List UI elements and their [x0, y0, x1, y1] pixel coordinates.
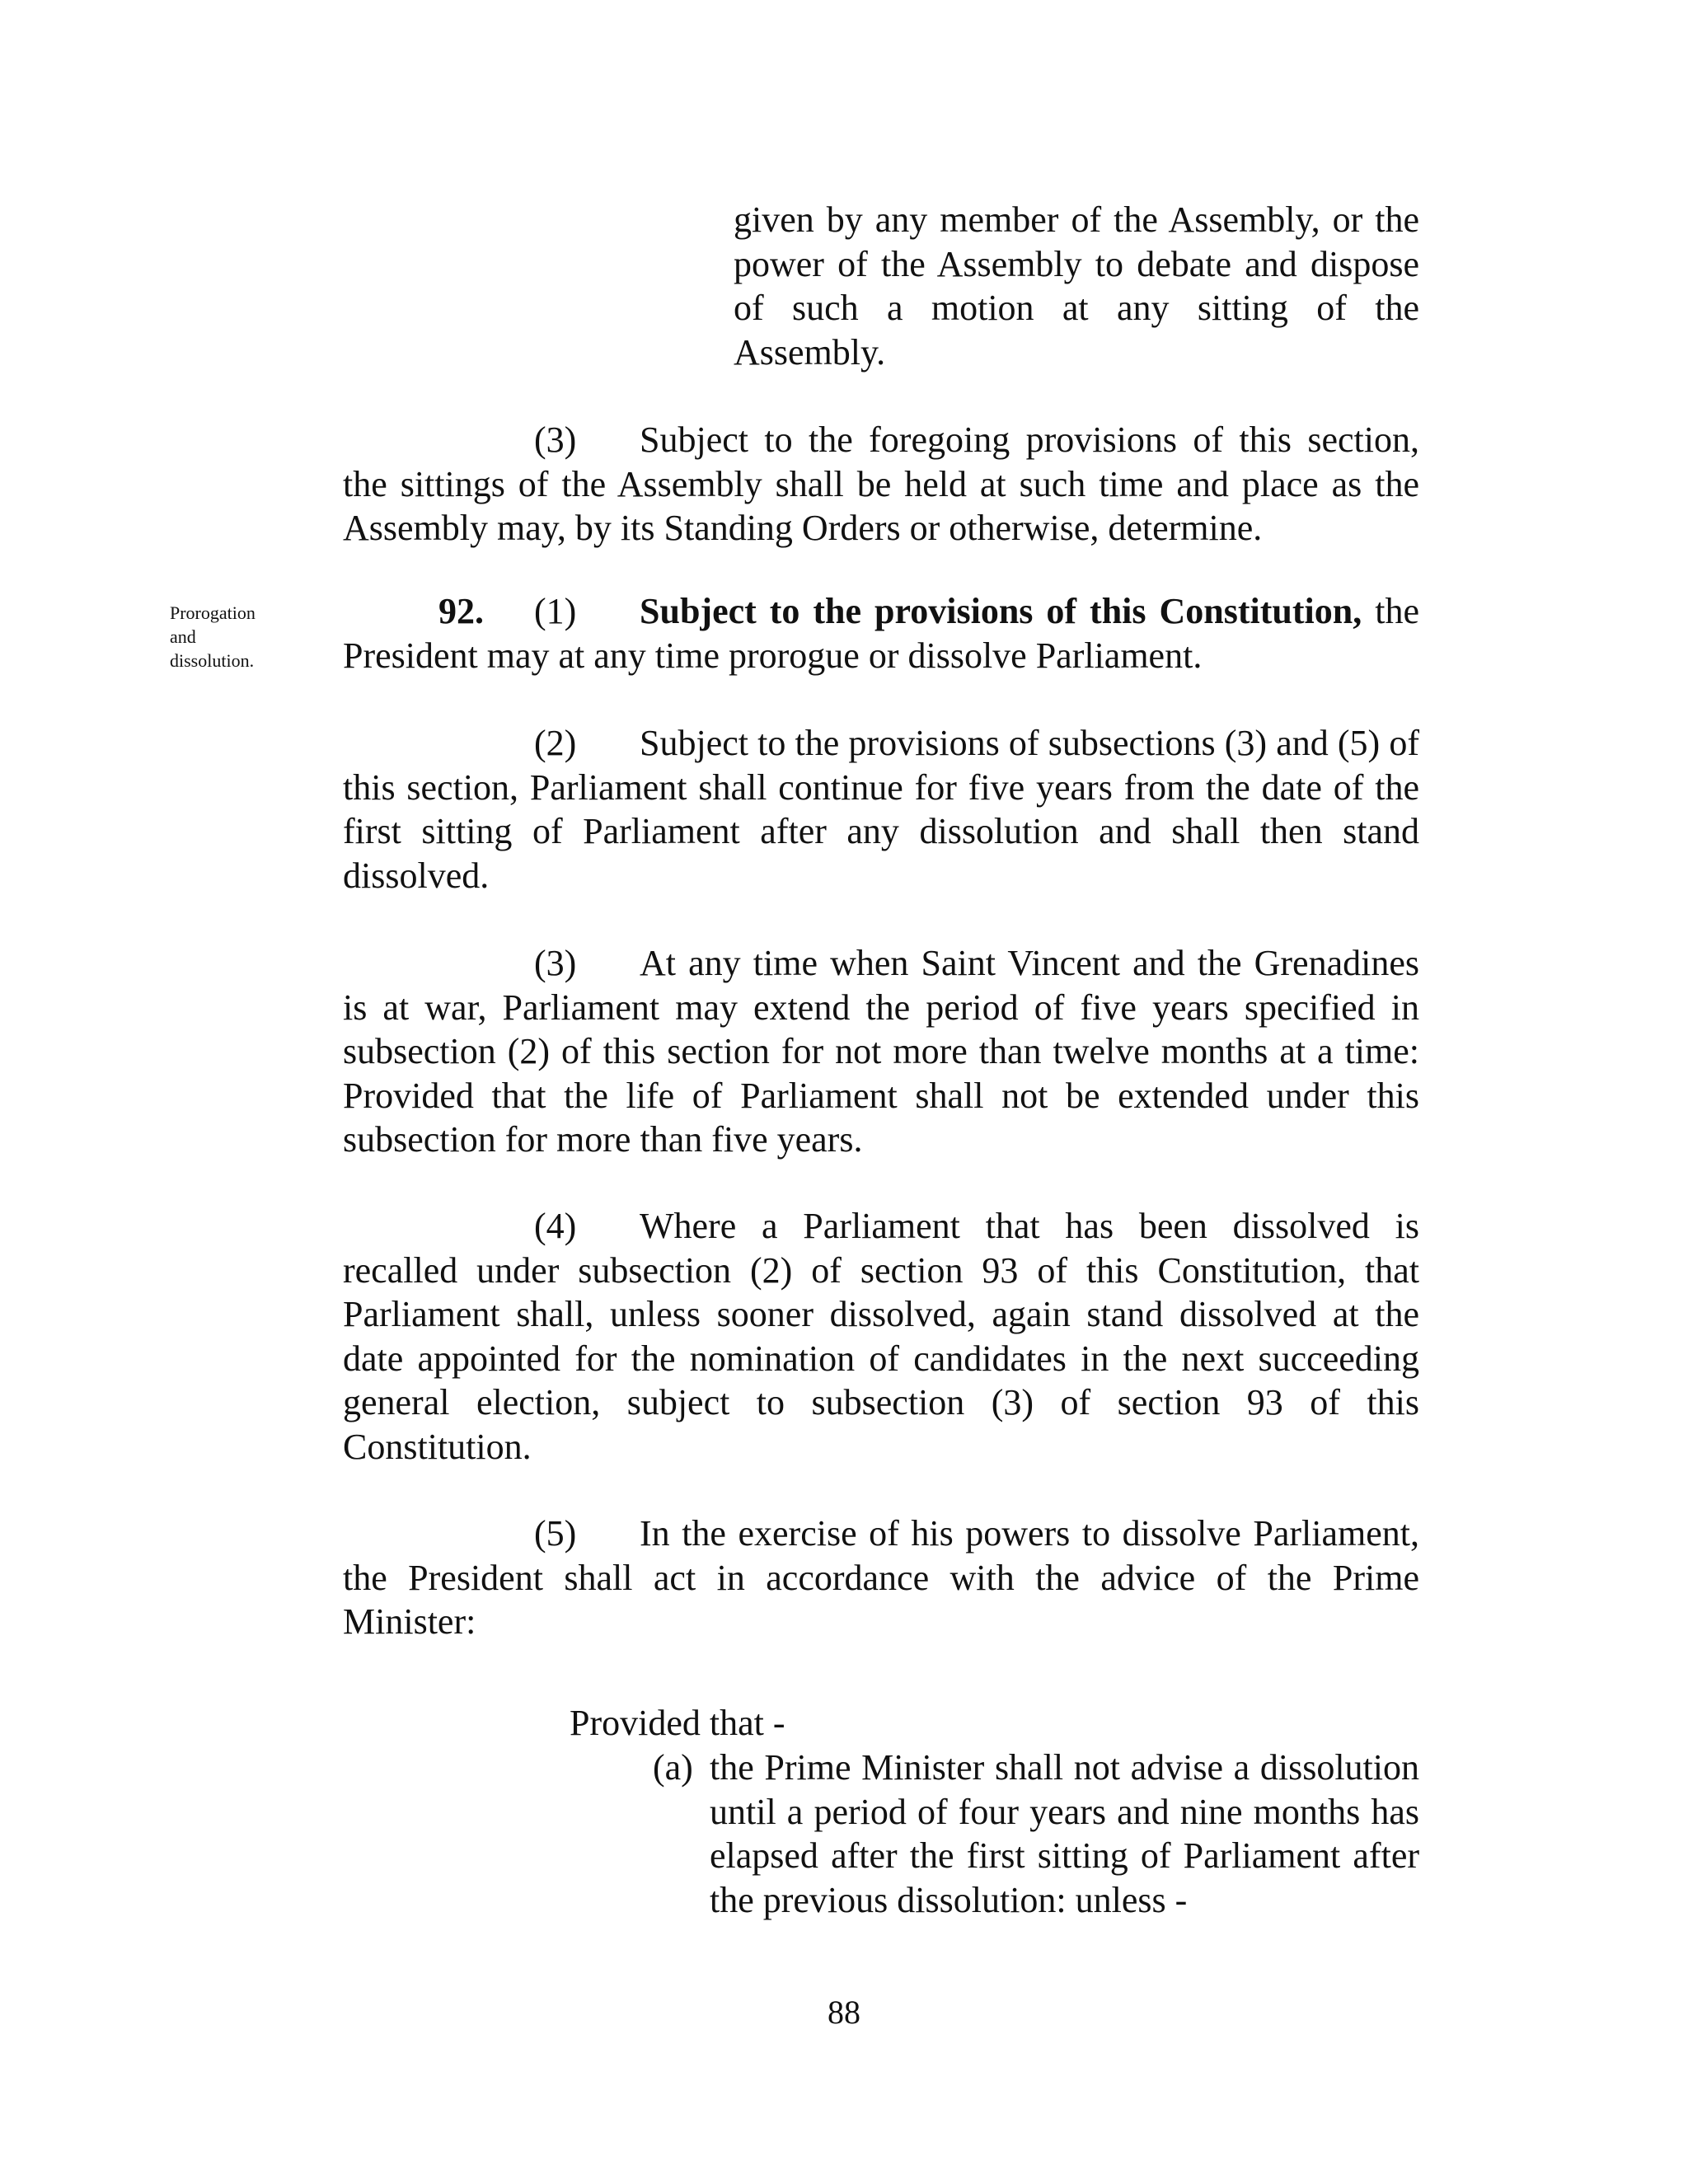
subsection-number: (5): [534, 1513, 577, 1554]
section-number: 92.: [438, 591, 484, 631]
subsection-number: (3): [534, 419, 577, 460]
subsection-number: (4): [534, 1206, 577, 1246]
continuation-text: given by any member of the Assembly, or the power of the Assembly to debate and dispose of such a motion at any sitting of the Assembly.: [734, 199, 1419, 373]
subsection-text: Subject to the provisions of subsections (3) and (5) of this section, Parliament shall continue for five years from the date of the first sitting of Parliament after any dissolution and shall then stand dissolved.: [343, 723, 1419, 896]
proviso-a-body: the Prime Minister shall not advise a dissolution until a period of four years and nine months has elapsed after the first sitting of Parliament after the previous dissolution: unless -: [710, 1747, 1419, 1920]
subsection-text: At any time when Saint Vincent and the Grenadines is at war, Parliament may extend the period of five years specified in subsection (2) of this section for not more than twelve months at a time: Provided that the life of Parliament shall not be extended under this subsection for more than five years.: [343, 943, 1419, 1160]
subsection-text: the President may at any time prorogue or dissolve Parliament.: [343, 591, 1420, 676]
continuation-paragraph: [734, 198, 1419, 374]
margin-note-prorogation: [170, 601, 302, 673]
section-92-subsection-5: [343, 1511, 1419, 1644]
page-number: 88: [828, 1994, 860, 2031]
section-92-subsection-2: [343, 721, 1419, 898]
proviso-a-text: [710, 1746, 1419, 1922]
margin-note-line: dissolution.: [170, 650, 255, 671]
section-91-subsection-3: [343, 418, 1419, 551]
section-92-subsection-3: [343, 941, 1419, 1162]
subsection-text: Where a Parliament that has been dissolved is recalled under subsection (2) of section 93 of this Constitution, that Parliament shall, unless sooner dissolved, again stand dissolved at the date appointed for the nomination of candidates in the next succeeding general election, subject to subsection (3) of section 93 of this Constitution.: [343, 1206, 1419, 1467]
subsection-bold-text: Subject to the provisions of this Constitution,: [640, 591, 1362, 631]
proviso-a-label: (a): [653, 1747, 693, 1788]
section-92-subsection-4: [343, 1204, 1419, 1469]
subsection-text: Subject to the foregoing provisions of this section, the sittings of the Assembly shall be held at such time and place as the Assembly may, by its Standing Orders or otherwise, determine.: [343, 419, 1419, 548]
margin-note-line: Prorogation: [170, 602, 256, 623]
subsection-text: In the exercise of his powers to dissolve Parliament, the President shall act in accordance with the advice of the Prime Minister:: [343, 1513, 1419, 1642]
subsection-number: (3): [534, 943, 577, 983]
subsection-number: (1): [534, 591, 577, 631]
proviso-intro: Provided that -: [570, 1703, 785, 1743]
margin-note-line: and: [170, 626, 196, 647]
subsection-number: (2): [534, 723, 577, 763]
section-92-subsection-1: [343, 589, 1419, 677]
